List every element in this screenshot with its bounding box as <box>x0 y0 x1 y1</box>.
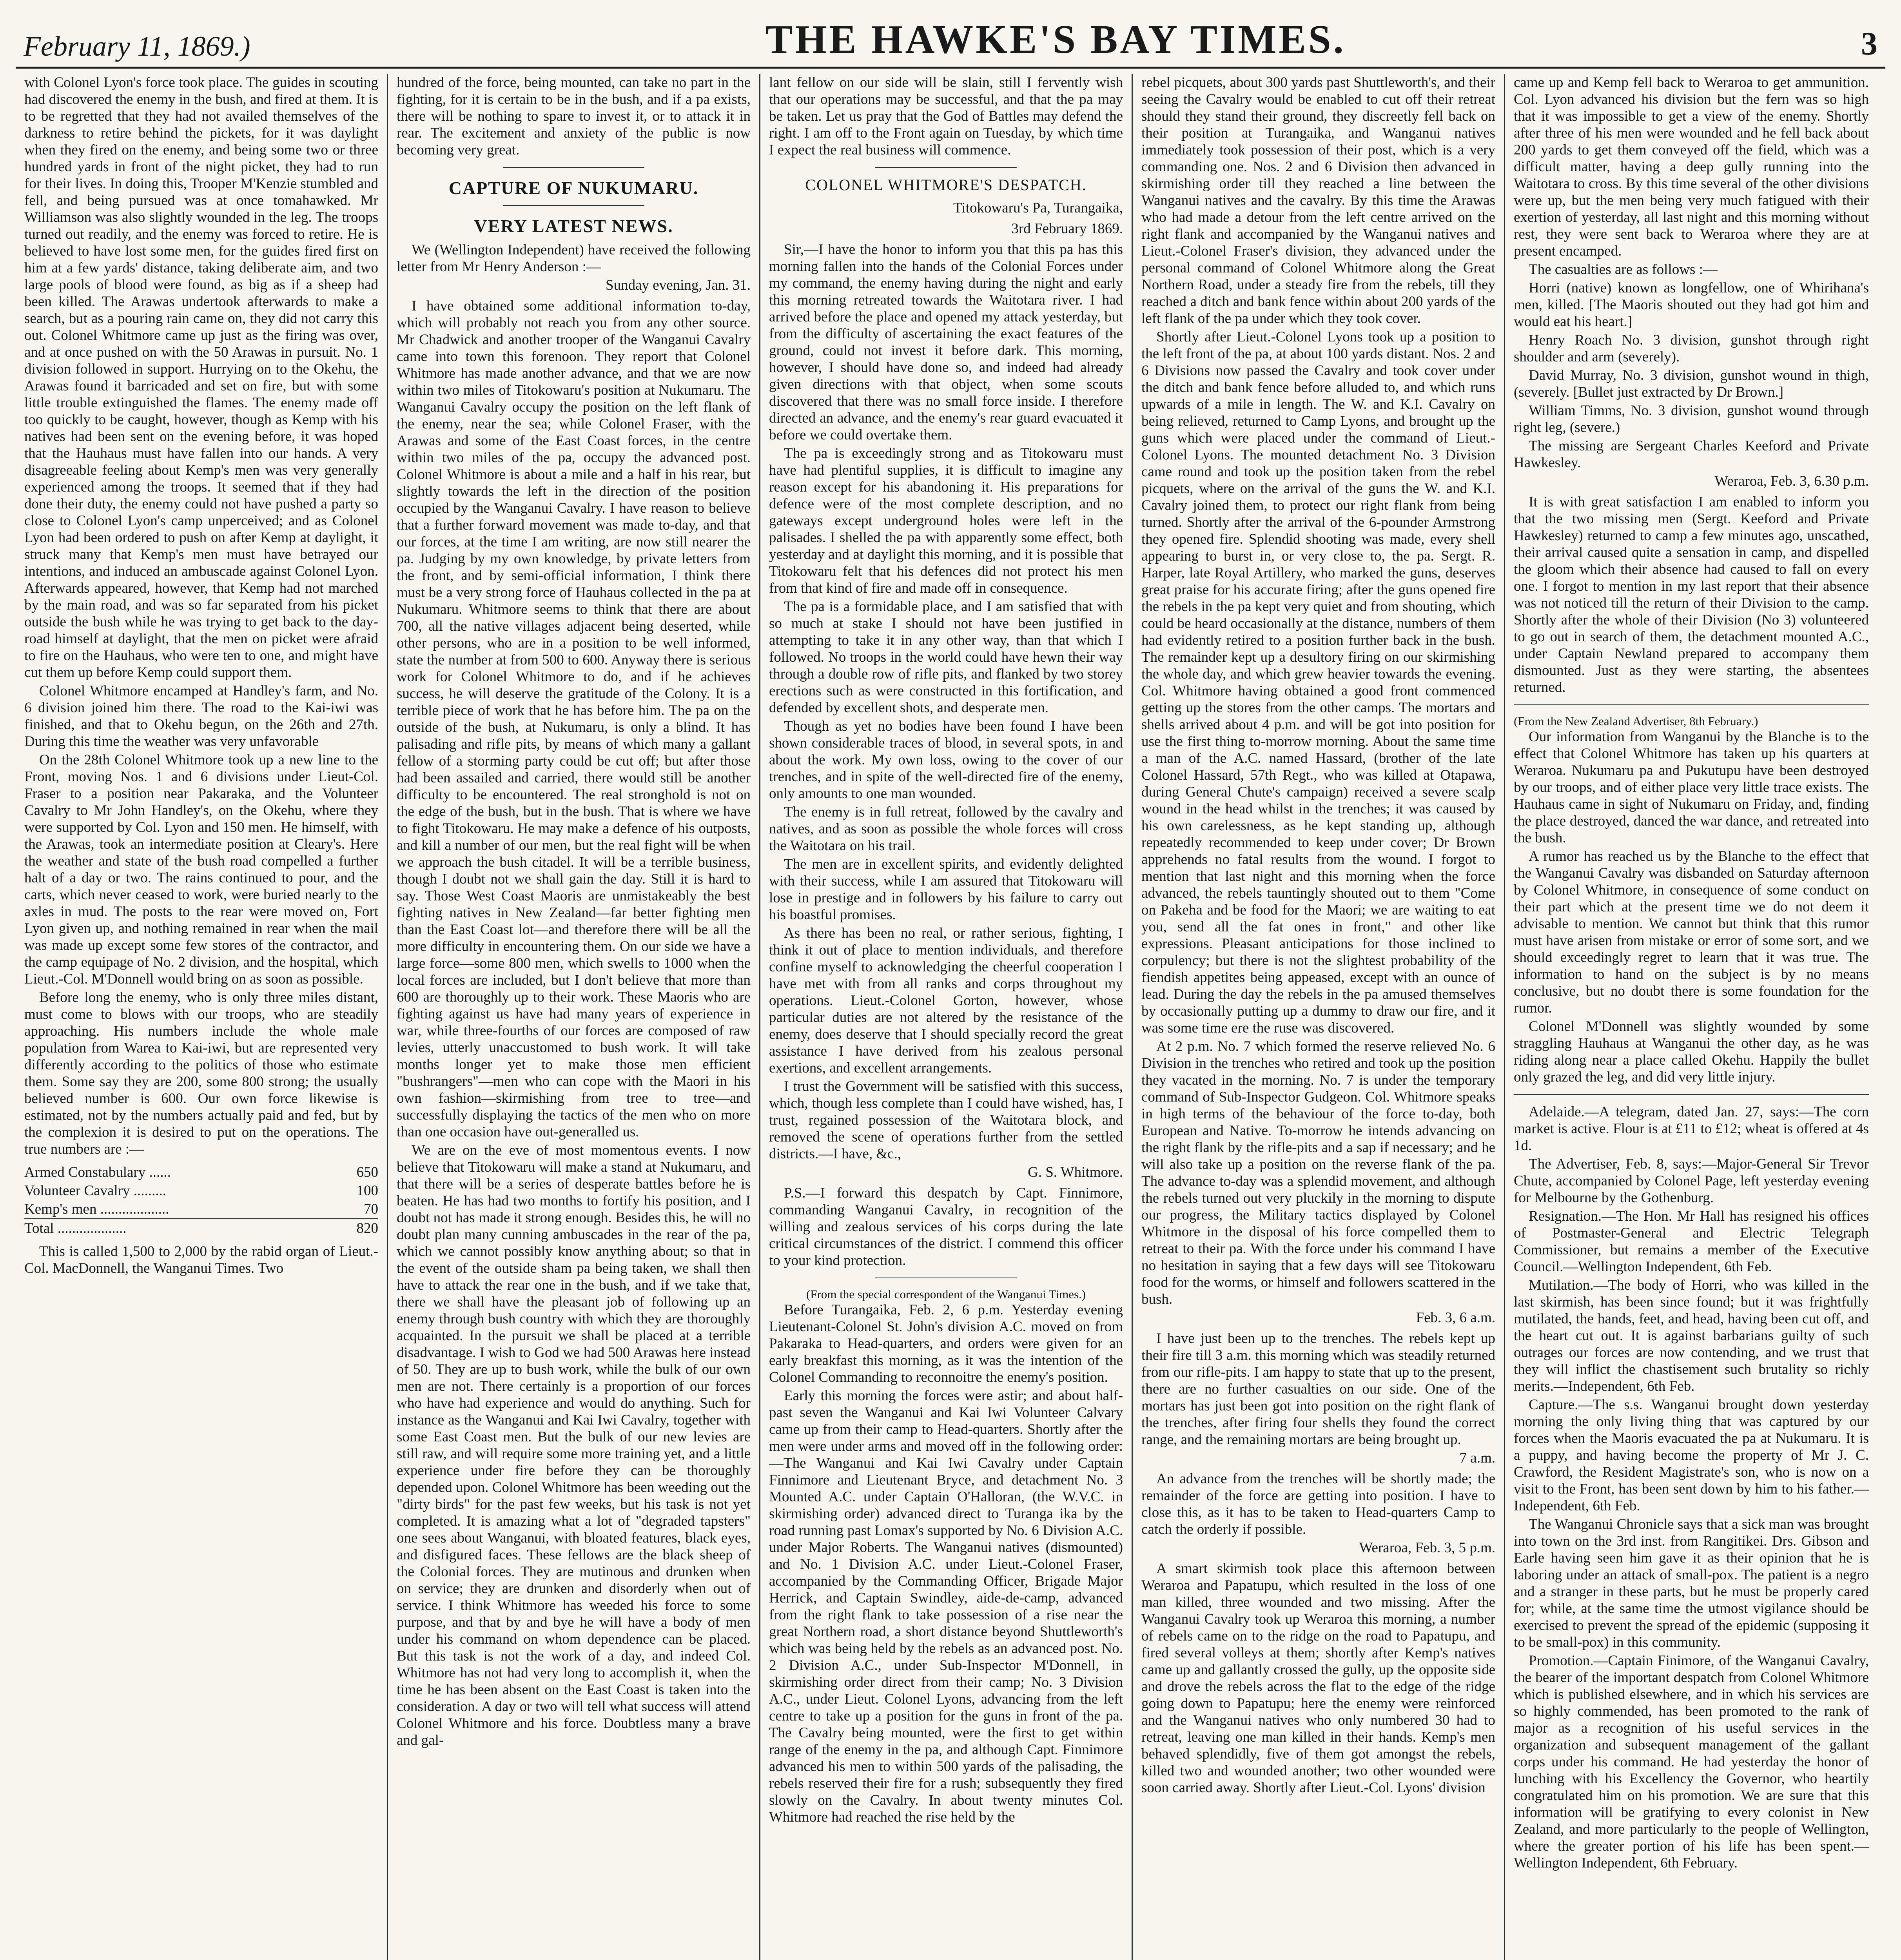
section-heading: COLONEL WHITMORE'S DESPATCH. <box>805 176 1087 194</box>
table-cell-label: Armed Constabulary ...... <box>24 1164 171 1180</box>
article-paragraph: This is called 1,500 to 2,000 by the rabid organ of Lieut.-Col. MacDonnell, the Wanganui Times. Two <box>24 1243 378 1276</box>
issue-date: February 11, 1869.) <box>24 31 250 62</box>
article-paragraph: hundred of the force, being mounted, can take no part in the fighting, for it is certain to be in the bush, and if a pa exists, there will be nothing to spare to invest it, or to attack it in rear. The excitement and anxiety of the public is now becoming very great. <box>397 74 751 158</box>
article-paragraph: lant fellow on our side will be slain, still I fervently wish that our operations may be successful, and that the pa may be taken. Let us pray that the God of Battles may defend the right. I am off to the Front again on Tuesday, by which time I expect the real business will commence. <box>769 74 1123 158</box>
column-2 <box>388 74 760 1960</box>
divider <box>875 167 1017 168</box>
table-cell-value: 70 <box>364 1201 378 1217</box>
section-heading: CAPTURE OF NUKUMARU. <box>448 178 699 198</box>
dateline: Titokowaru's Pa, Turangaika, <box>953 200 1123 216</box>
article-paragraph: Henry Roach No. 3 division, gunshot through right shoulder and arm (severely). <box>1514 332 1869 365</box>
article-paragraph: On the 28th Colonel Whitmore took up a new line to the Front, moving Nos. 1 and 6 divisions under Lieut-Col. Fraser to a position near Pakaraka, and the Volunteer Cavalry to Mr John Handley's, on the Okehu, where they were supported by Col. Lyon and 150 men. He himself, with the Arawas, took an intermediate position at Cleary's. Here the weather and state of the bush road compelled a further halt of a day or two. The rains continued to pour, and the carts, which never ceased to work, were buried nearly to the axles in mud. The posts to the rear were moved on, Fort Lyon given up, and nothing remained in rear when the mail was made up except some few stores of the contractor, and the camp equipage of No. 2 division, and the hospital, which Lieut.-Col. M'Donnell would bring on as soon as possible. <box>24 752 378 987</box>
article-paragraph: At 2 p.m. No. 7 which formed the reserve relieved No. 6 Division in the trenches who retired and took up the position they vacated in the morning. No. 7 is under the temporary command of Sub-Inspector Gudgeon. Col. Whitmore speaks in high terms of the behaviour of the force to-day, both European and Native. To-morrow he intends advancing on the right flank by the rifle-pits and a sap if necessary; and he will also take up a position on the reverse flank of the pa. The advance to-day was a splendid movement, and although the rebels turned out very pluckily in the morning to dispute our progress, the Military tactics displayed by Colonel Whitmore in the disposal of his force compelled them to retreat to their pa. With the force under his command I have no hesitation in saying that a few days will see Titokowaru food for the worms, or himself and followers scattered in the bush. <box>1141 1038 1495 1307</box>
newspaper-title: THE HAWKE'S BAY TIMES. <box>765 17 1346 62</box>
dateline: Weraroa, Feb. 3, 6.30 p.m. <box>1714 473 1869 489</box>
article-paragraph: Colonel Whitmore encamped at Handley's farm, and No. 6 division joined him there. The road to the Kai-iwi was finished, and that to Okehu begun, on the 26th and 27th. During this time the weather was very unfavorable <box>24 683 378 750</box>
article-paragraph: The casualties are as follows :— <box>1529 261 1718 278</box>
source-note: (From the special correspondent of the Wanganui Times.) <box>806 1287 1086 1301</box>
signature: G. S. Whitmore. <box>1028 1164 1123 1180</box>
divider <box>503 205 644 206</box>
table-total-label: Total ................... <box>24 1219 332 1238</box>
table-cell-label: Volunteer Cavalry ......... <box>24 1183 167 1199</box>
article-paragraph: The pa is exceedingly strong and as Titokowaru must have had plentiful supplies, it is difficult to imagine any reason except for his abandoning it. His preparations for defence were of the most complete description, and no gateways except underground holes were left in the palisades. I shelled the pa with apparently some effect, both yesterday and at daylight this morning, and it is possible that Titokowaru felt that his defences did not protect his men from that kind of fire and made off in consequence. <box>769 445 1123 596</box>
divider <box>1514 1094 1869 1095</box>
news-item: Resignation.—The Hon. Mr Hall has resigned his offices of Postmaster-General and Electric Telegraph Commissioner, but remains a member of the Executive Council.—Wellington Independent, 6th Feb. <box>1514 1208 1869 1275</box>
source-note: (From the New Zealand Advertiser, 8th February.) <box>1514 714 1758 728</box>
article-paragraph: I have just been up to the trenches. The rebels kept up their fire till 3 a.m. this morning which was steadily returned from our rifle-pits. I am happy to state that up to the present, there are no further casualties on our side. One of the mortars has just been got into position on the right flank of the trenches, after firing four shells they found the correct range, and the remaining mortars are being brought up. <box>1141 1330 1495 1448</box>
article-paragraph: rebel picquets, about 300 yards past Shuttleworth's, and their seeing the Cavalry would be enabled to cut off their retreat should they stand their ground, they discreetly fell back on their position at Turangaika, and Wanganui natives immediately took possession of their post, which is a very commanding one. Nos. 2 and 6 Division then advanced in skirmishing order till they reached a line between the Wanganui natives and the cavalry. By this time the Arawas who had made a detour from the left centre arrived on the right flank and accompanied by the Wanganui natives and Lieut.-Colonel Fraser's division, they advanced under the personal command of Colonel Whitmore along the Great Northern Road, under a steady fire from the rebels, till they reached a ditch and bank fence within about 200 yards of the left flank of the pa under which they took cover. <box>1141 74 1495 327</box>
dateline: Weraroa, Feb. 3, 5 p.m. <box>1359 1540 1495 1556</box>
article-intro: We (Wellington Independent) have received the following letter from Mr Henry Anderson :— <box>397 242 751 275</box>
news-item: The Advertiser, Feb. 8, says:—Major-General Sir Trevor Chute, accompanied by Colonel Page, left yesterday evening for Melbourne by the Gothenburg. <box>1514 1156 1869 1206</box>
article-paragraph: The enemy is in full retreat, followed by the cavalry and natives, and as soon as possible the whole forces will cross the Waitotara on his trail. <box>769 804 1123 854</box>
news-item: Promotion.—Captain Finimore, of the Wanganui Cavalry, the bearer of the important despatch from Colonel Whitmore which is published elsewhere, and in which his services are so highly commended, has been promoted to the rank of major as a recognition of his useful services in the organization and subsequent management of the gallant corps under his command. He had yesterday the honor of lunching with his Excellency the Governor, who heartily congratulated him on his promotion. We are sure that this information will be gratifying to every colonist in New Zealand, and more particularly to the people of Wellington, where the greater portion of his life has been spent.—Wellington Independent, 6th February. <box>1514 1653 1869 1871</box>
article-paragraph: Horri (native) known as longfellow, one of Whirihana's men, killed. [The Maoris shouted out they had got him and would eat his heart.] <box>1514 280 1869 330</box>
article-paragraph: William Timms, No. 3 division, gunshot wound through right leg, (severe.) <box>1514 403 1869 436</box>
article-paragraph: I trust the Government will be satisfied with this success, which, though less complete than I could have wished, has, I trust, regained possession of the Waitotara block, and removed the scene of operations further from the settled districts.—I have, &c., <box>769 1078 1123 1162</box>
column-5 <box>1505 74 1877 1960</box>
news-item: Mutilation.—The body of Horri, who was killed in the last skirmish, has been since found; but it was frightfully mutilated, the hands, feet, and head, having been cut off, and the heart cut out. It is against barbarians guilty of such outrages our forces are now contending, and we trust that they will inflict the chastisement such brutality so richly merits.—Independent, 6th Feb. <box>1514 1277 1869 1394</box>
article-paragraph: came up and Kemp fell back to Weraroa to get ammunition. Col. Lyon advanced his division but the fern was so high that it was impossible to get a view of the enemy. Shortly after three of his men were wounded and he fell back about 200 yards to get them conveyed off the field, which was a difficult matter, having a deep gully running into the Waitotara to cross. By this time several of the other divisions were up, but the men being very much fatigued with their exertion of yesterday, all last night and this morning without rest, they were sent back to Weraroa where they are at present encamped. <box>1514 74 1869 259</box>
table-row <box>24 1200 378 1219</box>
page-number: 3 <box>1861 25 1877 62</box>
table-cell-value: 650 <box>356 1164 378 1180</box>
dateline: 3rd February 1869. <box>1011 221 1123 237</box>
table-row <box>24 1163 378 1181</box>
article-paragraph: We are on the eve of most momentous events. I now believe that Titokowaru will make a stand at Nukumaru, and that there will be a series of desperate battles before he is beaten. He has had two months to fortify his position, and I doubt not has made it strong enough. Besides this, he will no doubt plan many cunning ambuscades in the rear of the pa, which we cannot possibly know anything about; so that in the event of the outside sham pa being taken, we shall then have to attack the rear one in the bush, and if we take that, there we shall have the pleasant job of following up an enemy through bush country with which they are thoroughly acquainted. In the pursuit we shall be placed at a terrible disadvantage. I wish to God we had 500 Arawas here instead of 50. They are up to bush work, while the bulk of our own men are not. There certainly is a proportion of our forces who have had experience and would do anything. Such for instance as the Wanganui and Kai Iwi Cavalry, together with some East Coast men. But the bulk of our new levies are still raw, and will require some more training yet, and a little experience under fire before they can be thoroughly depended upon. Colonel Whitmore has been weeding out the "dirty birds" for the past few weeks, but his task is not yet completed. It is amazing what a lot of "degraded tapsters" one sees about Wanganui, with bloated features, black eyes, and disfigured faces. These fellows are the black sheep of the Colonial forces. They are mutinous and drunken when on service; they are drunken and disorderly when out of service. I think Whitmore has weeded his force to some purpose, and that by and bye he will have a body of men under his command on whom dependence can be placed. But this task is not the work of a day, and indeed Col. Whitmore has not had very long to accomplish it, when the time he has been absent on the East Coast is taken into the consideration. A day or two will tell what success will attend Colonel Whitmore and his force. Doubtless many a brave and gal- <box>397 1142 751 1748</box>
column-1 <box>16 74 388 1960</box>
article-paragraph: with Colonel Lyon's force took place. The guides in scouting had discovered the enemy in the bush, and fired at them. It is to be regretted that they had not availed themselves of the darkness to retire behind the pickets, for it was daylight when they fired on the enemy, and being some two or three hundred yards in front of the night picket, they had to run for their lives. In doing this, Trooper M'Kenzie stumbled and fell, and being pursued was at once tomahawked. Mr Williamson was also slightly wounded in the leg. The troops turned out readily, and the enemy was forced to retire. He is believed to have lost some men, for the guides fired first on him at a few yards' distance, taking deliberate aim, and two large pools of blood were found, as big as if a sheep had been killed. The Arawas undertook afterwards to make a search, but as a pouring rain came on, they did not carry this out. Colonel Whitmore came up just as the firing was over, and at once pushed on with the 50 Arawas in pursuit. No. 1 division followed in support. Hurrying on to the Okehu, the Arawas found it barricaded and set on fire, but with some little trouble extinguished the flames. The enemy made off too quickly to be caught, however, though as Kemp with his natives had been sent on the evening before, it was hoped that the Hauhaus must have fallen into our hands. A very disagreeable feeling about Kemp's men was very generally experienced among the troops. It seemed that if they had done their duty, the enemy could not have pushed a party so close to Colonel Lyon's camp unperceived; and as Colonel Lyon had been ordered to push on after Kemp at daylight, it struck many that Kemp's men must have betrayed our intentions, and induced an ambuscade against Colonel Lyon. Afterwards appeared, however, that Kemp had not marched by the main road, and was so far separated from his picket outside the bush while he was trying to get back to the day-road himself at daylight, that the men on picket were afraid to fire on the Hauhaus, who were ten to one, and might have cut them up before Kemp could support them. <box>24 74 378 681</box>
article-paragraph: The missing are Sergeant Charles Keeford and Private Hawkesley. <box>1514 438 1869 471</box>
table-total-value: 820 <box>332 1219 378 1238</box>
table-row <box>24 1181 378 1200</box>
columns <box>16 74 1885 1960</box>
article-paragraph: Though as yet no bodies have been found I have been shown considerable traces of blood, in several spots, in and about the work. My own loss, owing to the cover of our trenches, and in spite of the well-directed fire of the enemy, only amounts to one man wounded. <box>769 718 1123 802</box>
table-cell-label: Kemp's men ................... <box>24 1201 169 1217</box>
news-item: Capture.—The s.s. Wanganui brought down yesterday morning the only living thing that was captured by our forces when the Maoris evacuated the pa at Nukumaru. It is a puppy, and having become the property of Mr J. C. Crawford, the Resident Magistrate's son, who is now on a visit to the Front, has been sent down by him to his father.—Independent, 6th Feb. <box>1514 1397 1869 1514</box>
article-paragraph: An advance from the trenches will be shortly made; the remainder of the force are getting into position. I have to close this, as it has to be taken to Head-quarters Camp to catch the orderly if possible. <box>1141 1471 1495 1537</box>
column-4 <box>1133 74 1505 1960</box>
article-paragraph: P.S.—I forward this despatch by Capt. Finnimore, commanding Wanganui Cavalry, in recognition of the willing and zealous services of his corps during the late critical circumstances of the district. I commend this officer to your kind protection. <box>769 1185 1123 1269</box>
article-paragraph: A smart skirmish took place this afternoon between Weraroa and Papatupu, which resulted in the loss of one man killed, three wounded and two missing. After the Wanganui Cavalry took up Weraroa this morning, a number of rebels came on to the ridge on the road to Papatupu, and fired several volleys at them; shortly after Kemp's natives came up and gallantly crossed the gully, up the opposite side and drove the rebels across the flat to the edge of the ridge going down to Papatupu; here the enemy were reinforced and the Wanganui natives who only numbered 30 had to retreat, leaving one man killed in their hands. Kemp's men behaved splendidly, five of them got amongst the rebels, killed two and wounded another; two other wounded were soon carried away. Shortly after Lieut.-Col. Lyons' division <box>1141 1561 1495 1796</box>
dateline: Sunday evening, Jan. 31. <box>606 277 751 293</box>
article-paragraph: The men are in excellent spirits, and evidently delighted with their success, while I am assured that Titokowaru will lose in prestige and in followers by his failure to carry out his boastful promises. <box>769 856 1123 923</box>
column-3 <box>760 74 1133 1960</box>
article-paragraph: David Murray, No. 3 division, gunshot wound in thigh, (severely. [Bullet just extracted by Dr Brown.] <box>1514 367 1869 400</box>
article-paragraph: Before Turangaika, Feb. 2, 6 p.m. Yesterday evening Lieutenant-Colonel St. John's division A.C. moved on from Pakaraka to Head-quarters, and orders were given for an early breakfast this morning, as it was the intention of the Colonel Commanding to reconnoitre the enemy's position. <box>769 1302 1123 1385</box>
dateline: Feb. 3, 6 a.m. <box>1416 1310 1495 1326</box>
table-total-row <box>24 1219 378 1238</box>
news-item: The Wanganui Chronicle says that a sick man was brought into town on the 3rd inst. from Rangitikei. Drs. Gibson and Earle having seen him gave it as their opinion that he is laboring under an attack of small-pox. The patient is a negro and a stranger in these parts, but he must be properly cared for; while, at the same time the utmost vigilance should be exercised to prevent the spread of the epidemic (supposing it to be small-pox) in this community. <box>1514 1516 1869 1650</box>
section-subheading: VERY LATEST NEWS. <box>474 216 673 236</box>
article-paragraph: It is with great satisfaction I am enabled to inform you that the two missing men (Sergt. Keeford and Private Hawkesley) returned to camp a few minutes ago, unscathed, their arrival caused quite a sensation in camp, and dispelled the gloom which their absence had caused to fall on every one. I forgot to mention in my last report that their absence was not noticed till the return of their Division to the camp. Shortly after the whole of their Division (No 3) volunteered to go out in search of them, the detachment mounted A.C., under Captain Newland prepared to accompany them dismounted. Just as they were starting, the absentees returned. <box>1514 494 1869 695</box>
article-paragraph: Early this morning the forces were astir; and about half-past seven the Wanganui and Kai Iwi Volunteer Calvary came up from their camp to Head-quarters. Shortly after the men were under arms and moved off in the following order:—The Wanganui and Kai Iwi Cavalry under Captain Finnimore and Lieutenant Bryce, and detachment No. 3 Mounted A.C. under Captain O'Halloran, (the W.V.C. in skirmishing order) advanced direct to Turanga ika by the road running past Lomax's supported by No. 6 Division A.C. under Major Roberts. The Wanganui natives (dismounted) and No. 1 Division A.C. under Lieut.-Colonel Fraser, accompanied by the Commanding Officer, Brigade Major Herrick, and Captain Swindley, aide-de-camp, advanced from the right flank to take possession of a rise near the great Northern road, a short distance beyond Shuttleworth's which was being held by the rebels as an advanced post. No. 2 Division A.C., under Sub-Inspector M'Donnell, in skirmishing order direct from their camp; No. 3 Division A.C., under Lieut. Colonel Lyons, advancing from the left centre to take up a position for the guns in front of the pa. The Cavalry being mounted, were the first to get within range of the enemy in the pa, and although Capt. Finnimore advanced his men to within 500 yards of the palisading, the rebels reserved their fire for a rush; subsequently they fired slowly on the Cavalry. In about twenty minutes Col. Whitmore had reached the rise held by the <box>769 1388 1123 1825</box>
article-paragraph: Colonel M'Donnell was slightly wounded by some straggling Hauhaus at Wanganui the other day, as he was riding along near a place called Okehu. Happily the bullet only grazed the leg, and did very little injury. <box>1514 1018 1869 1085</box>
divider <box>1514 704 1869 705</box>
divider <box>503 167 644 168</box>
article-paragraph: I have obtained some additional information to-day, which will probably not reach you from any other source. Mr Chadwick and another trooper of the Wanganui Cavalry came into town this forenoon. They report that Colonel Whitmore has made another advance, and that we are now within two miles of Titokowaru's position at Nukumaru. The Wanganui Cavalry occupy the position on the left flank of the enemy, near the sea; while Colonel Fraser, with the Arawas and some of the East Coast forces, in the centre within two miles of the pa, occupy the advanced post. Colonel Whitmore is about a mile and a half in his rear, but slightly towards the left in the direction of the position occupied by the Wanganui Cavalry. I have reason to believe that a further forward movement was made to-day, and that our forces, at the time I am writing, are now still nearer the pa. Judging by my own knowledge, by private letters from the front, and by semi-official information, I think there must be a very strong force of Hauhaus collected in the pa at Nukumaru. Whitmore seems to think that there are about 700, all the native villages adjacent being deserted, while other persons, who are in a position to be well informed, state the number at from 500 to 600. Anyway there is serious work for Colonel Whitmore to do, and if he achieves success, he will deserve the gratitude of the Colony. It is a terrible piece of work that he has before him. The pa on the outside of the bush, at Nukumaru, is only a blind. It has palisading and rifle pits, by means of which many a gallant fellow of a storming party could be cut off; but after those had been assailed and carried, there would still be another difficulty to be encountered. The real stronghold is not on the edge of the bush, but in the bush. That is where we have to fight Titokowaru. He may make a defence of his outposts, and kill a number of our men, but the real fight will be when we approach the bush citadel. It will be a terrible business, though I doubt not we shall gain the day. Still it is hard to say. Those West Coast Maoris are unmistakeably the best fighting natives in New Zealand—far better fighting men than the East Coast lot—and therefore there will be all the more difficulty in encountering them. On our side we have a large force—some 800 men, which swells to 1000 when the local forces are included, but I don't believe that more than 600 are thoroughly up to their work. These Maoris who are fighting against us have had many years of experience in war, while three-fourths of our forces are composed of raw levies, utterly unaccustomed to bush work. It will take months longer yet to make those men efficient "bushrangers"—men who can cope with the Maori in his own fashion—skirmishing from tree to tree—and successfully displaying the tactics of the men who on more than one occasion have out-generalled us. <box>397 298 751 1140</box>
table-cell-value: 100 <box>356 1183 378 1199</box>
article-paragraph: The pa is a formidable place, and I am satisfied that with so much at stake I should not have been justified in attempting to take it in any other way, than that which I followed. No troops in the world could have hewn their way through a double row of rifle pits, and flanked by two storey erections such as were constructed in this fortification, and defended by excellent shots, and desperate men. <box>769 599 1123 716</box>
force-table <box>24 1163 378 1238</box>
news-item: Adelaide.—A telegram, dated Jan. 27, says:—The corn market is active. Flour is at £11 to £12; wheat is offered at 4s 1d. <box>1514 1104 1869 1154</box>
dateline: 7 a.m. <box>1459 1450 1495 1466</box>
article-paragraph: Our information from Wanganui by the Blanche is to the effect that Colonel Whitmore has taken up his quarters at Weraroa. Nukumaru pa and Pukutupu have been destroyed by our troops, and of either place very little trace exists. The Hauhaus came in sight of Nukumaru on Friday, and, finding the place destroyed, danced the war dance, and retreated into the bush. <box>1514 729 1869 846</box>
article-paragraph: As there has been no real, or rather serious, fighting, I think it out of place to mention individuals, and therefore confine myself to acknowledging the cheerful cooperation I have met with from all ranks and corps throughout my operations. Lieut.-Colonel Gorton, however, whose particular duties are not altered by the resistance of the enemy, does deserve that I should specially record the great assistance I have derived from his zealous personal exertions, and excellent arrangements. <box>769 925 1123 1076</box>
article-paragraph: Before long the enemy, who is only three miles distant, must come to blows with our troops, who are steadily approaching. His numbers include the whole male population from Warea to Kai-iwi, but are represented very differently according to the politics of those who estimate them. Some say they are 200, some 800 strong; the usually believed number is 600. Our own force likewise is estimated, not by the numbers actually paid and fed, but by the complexion it is desired to put on the operations. The true numbers are :— <box>24 989 378 1157</box>
masthead <box>16 12 1885 69</box>
article-paragraph: A rumor has reached us by the Blanche to the effect that the Wanganui Cavalry was disbanded on Saturday afternoon by Colonel Whitmore, in consequence of some conduct on their part which at the present time we do not deem it advisable to mention. We cannot but think that this rumor must have arisen from mistake or error of some sort, and we should exceedingly regret to learn that it was true. The information to hand on the subject is by no means conclusive, but no doubt there is some foundation for the rumor. <box>1514 848 1869 1016</box>
article-paragraph: Shortly after Lieut.-Colonel Lyons took up a position to the left front of the pa, at about 100 yards distant. Nos. 2 and 6 Divisions now passed the Cavalry and took cover under the ditch and bank fence before alluded to, and which runs upwards of a mile in length. The W. and K.I. Cavalry on being relieved, returned to Camp Lyons, and brought up the guns which were placed under the command of Lieut.-Colonel Lyons. The mounted detachment No. 3 Division came round and took up the position taken from the rebel picquets, where on the arrival of the guns the W. and K.I. Cavalry joined them, to protect our right flank from being turned. Shortly after the arrival of the 6-pounder Armstrong they opened fire. Splendid shooting was made, every shell appearing to burst in, or very close to, the pa. Sergt. R. Harper, late Royal Artillery, who marked the guns, deserves great praise for his accurate firing; after the guns opened fire the rebels in the pa kept very quiet and from shouting, which could be heard occasionally at the distance, numbers of them had evidently retired to a position further back in the bush. The remainder kept up a desultory firing on our skirmishing the whole day, and which grew heavier towards the evening. Col. Whitmore having obtained a good front commenced getting up the stores from the other camps. The mortars and shells arrived about 4 p.m. and will be got into position for use the first thing to-morrow morning. About the same time a man of the A.C. named Hassard, (brother of the late Colonel Hassard, 57th Regt., who was killed at Otapawa, during General Chute's campaign) received a severe scalp wound in the head whilst in the trenches; it was caused by his own carelessness, as he kept standing up, although repeatedly recommended to keep under cover; Dr Brown apprehends no fatal results from the wound. I forgot to mention that last night and this morning when the force advanced, the rebels tauntingly shouted out to them "Come on Pakeha and be food for the Maori; we are waiting to eat you, send all the fat ones in front," and other like expressions. Pleasant anticipations for those inclined to corpulency; but there is not the slightest probability of the fiendish appetites being appeased, except with an ounce of lead. During the day the rebels in the pa amused themselves by occasionally putting up a dummy to draw our fire, and it was some time ere the ruse was discovered. <box>1141 329 1495 1036</box>
article-paragraph: Sir,—I have the honor to inform you that this pa has this morning fallen into the hands of the Colonial Forces under my command, the enemy having during the night and early this morning retreated towards the Waitotara river. I had arrived before the place and opened my attack yesterday, but from the difficulty of ascertaining the exact features of the ground, could not invest it before dark. This morning, however, I should have done so, and indeed had already given directions with that object, when some scouts discovered that there was no small force inside. I therefore directed an advance, and the enemy's rear guard evacuated it before we could overtake them. <box>769 241 1123 443</box>
